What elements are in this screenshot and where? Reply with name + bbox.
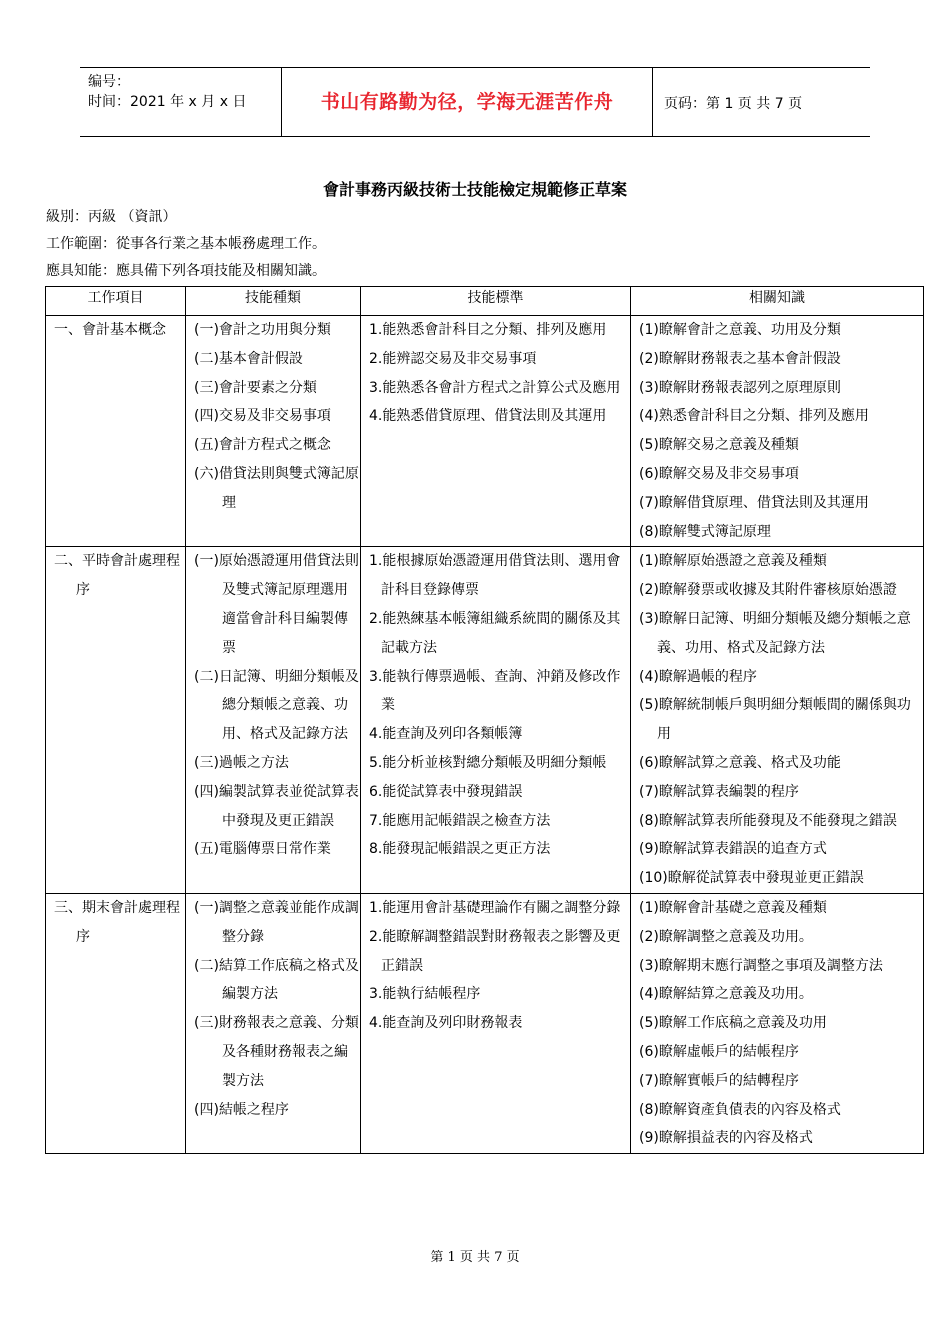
skill-standard-item: 4.能熟悉借貸原理、借貸法則及其運用	[369, 408, 607, 425]
skill-type-item: (二)日記簿、明細分類帳及總分類帳之意義、功用、格式及記錄方法	[194, 668, 359, 743]
skill-type-item: (四)結帳之程序	[194, 1101, 289, 1118]
skill-type-cell	[186, 547, 361, 894]
skill-standard-cell	[361, 893, 631, 1153]
related-knowledge-item: (9)瞭解試算表錯誤的追查方式	[639, 841, 827, 858]
related-knowledge-item: (4)瞭解結算之意義及功用。	[639, 986, 813, 1003]
knowledge-line: 應具知能：應具備下列各項技能及相關知識。	[46, 263, 326, 279]
skill-type-item: (一)原始憑證運用借貸法則及雙式簿記原理選用適當會計科目編製傳票	[194, 553, 359, 656]
work-item-cell	[46, 893, 186, 1153]
related-knowledge-list	[639, 894, 923, 1153]
skill-standard-item: 3.能執行結帳程序	[369, 986, 481, 1003]
skill-standard-item: 6.能從試算表中發現錯誤	[369, 783, 523, 800]
header-motto-cell	[281, 68, 653, 136]
skill-standard-item: 3.能熟悉各會計方程式之計算公式及應用	[369, 379, 621, 396]
related-knowledge-item: (5)瞭解統制帳戶與明細分類帳間的關係與功用	[639, 697, 911, 743]
level-line: 級別：丙級 （資訊）	[46, 209, 177, 225]
skill-type-item: (六)借貸法則與雙式簿記原理	[194, 465, 359, 511]
skill-standard-list	[369, 547, 630, 864]
related-knowledge-list	[639, 316, 923, 546]
skill-standard-cell	[361, 316, 631, 547]
table-row	[46, 547, 924, 894]
skill-standard-list	[369, 316, 630, 431]
related-knowledge-cell	[631, 547, 924, 894]
skill-standard-item: 2.能辨認交易及非交易事項	[369, 350, 537, 367]
skill-standard-item: 1.能根據原始憑證運用借貸法則、選用會計科目登錄傳票	[369, 553, 621, 599]
skill-standard-item: 5.能分析並核對總分類帳及明細分類帳	[369, 754, 607, 771]
skill-type-item: (四)編製試算表並從試算表中發現及更正錯誤	[194, 783, 359, 829]
related-knowledge-item: (3)瞭解財務報表認列之原理原則	[639, 379, 841, 396]
skill-standard-item: 1.能熟悉會計科目之分類、排列及應用	[369, 322, 607, 338]
related-knowledge-cell	[631, 893, 924, 1153]
related-knowledge-item: (4)熟悉會計科目之分類、排列及應用	[639, 408, 869, 425]
skill-standard-item: 2.能瞭解調整錯誤對財務報表之影響及更正錯誤	[369, 928, 621, 974]
related-knowledge-item: (10)瞭解從試算表中發現並更正錯誤	[639, 870, 864, 887]
header-work-item: 工作項目	[46, 287, 186, 316]
related-knowledge-item: (8)瞭解雙式簿記原理	[639, 523, 771, 540]
work-item-text: 一、會計基本概念	[54, 322, 166, 338]
skill-type-item: (三)過帳之方法	[194, 754, 289, 771]
skill-type-list	[194, 316, 360, 518]
skill-type-cell	[186, 893, 361, 1153]
related-knowledge-item: (7)瞭解借貸原理、借貸法則及其運用	[639, 494, 869, 511]
skill-type-item: (二)結算工作底稿之格式及編製方法	[194, 957, 359, 1003]
related-knowledge-item: (1)瞭解會計基礎之意義及種類	[639, 899, 827, 916]
work-item-cell	[46, 316, 186, 547]
related-knowledge-item: (1)瞭解原始憑證之意義及種類	[639, 553, 827, 570]
related-knowledge-item: (7)瞭解試算表編製的程序	[639, 783, 799, 800]
related-knowledge-item: (2)瞭解發票或收據及其附件審核原始憑證	[639, 582, 897, 599]
header-left	[88, 72, 278, 112]
scope-line: 工作範圍：從事各行業之基本帳務處理工作。	[46, 236, 326, 252]
work-item-text: 三、期末會計處理程序	[54, 899, 180, 945]
skill-standard-item: 7.能應用記帳錯誤之檢查方法	[369, 812, 551, 829]
related-knowledge-item: (3)瞭解期末應行調整之事項及調整方法	[639, 957, 883, 974]
skill-standard-item: 4.能查詢及列印各類帳簿	[369, 726, 523, 743]
header-skill-type: 技能種類	[186, 287, 361, 316]
work-item-text: 二、平時會計處理程序	[54, 553, 180, 599]
related-knowledge-list	[639, 547, 923, 893]
skill-standard-item: 1.能運用會計基礎理論作有關之調整分錄	[369, 899, 621, 916]
related-knowledge-item: (6)瞭解虛帳戶的結帳程序	[639, 1043, 799, 1060]
skill-type-item: (三)財務報表之意義、分類及各種財務報表之編製方法	[194, 1015, 359, 1089]
skill-type-item: (一)調整之意義並能作成調整分錄	[194, 899, 359, 945]
document-header	[80, 67, 870, 137]
skill-type-list	[194, 547, 360, 864]
related-knowledge-item: (2)瞭解財務報表之基本會計假設	[639, 350, 841, 367]
related-knowledge-item: (6)瞭解交易及非交易事項	[639, 465, 799, 482]
header-related-knowledge: 相關知識	[631, 287, 924, 316]
related-knowledge-item: (5)瞭解工作底稿之意義及功用	[639, 1015, 827, 1032]
motto: 书山有路勤为径，学海无涯苦作舟	[320, 91, 614, 113]
skill-standard-item: 8.能發現記帳錯誤之更正方法	[369, 841, 551, 858]
table-row	[46, 316, 924, 547]
number-label: 编号：	[88, 74, 130, 90]
skill-type-list	[194, 894, 360, 1124]
skill-type-item: (五)會計方程式之概念	[194, 437, 331, 454]
skill-type-item: (三)會計要素之分類	[194, 379, 317, 396]
skill-type-item: (二)基本會計假設	[194, 350, 303, 367]
page-info: 页码：第 1 页 共 7 页	[664, 96, 803, 112]
skill-type-item: (五)電腦傳票日常作業	[194, 841, 331, 858]
related-knowledge-item: (6)瞭解試算之意義、格式及功能	[639, 754, 841, 771]
header-skill-standard: 技能標準	[361, 287, 631, 316]
related-knowledge-item: (7)瞭解實帳戶的結轉程序	[639, 1072, 799, 1089]
table-header-row	[46, 287, 924, 316]
skill-standard-item: 4.能查詢及列印財務報表	[369, 1015, 523, 1032]
document-title: 會計事務丙級技術士技能檢定規範修正草案	[322, 180, 627, 199]
related-knowledge-item: (2)瞭解調整之意義及功用。	[639, 928, 813, 945]
related-knowledge-item: (3)瞭解日記簿、明細分類帳及總分類帳之意義、功用、格式及記錄方法	[639, 610, 911, 656]
page-footer: 第 1 页 共 7 页	[430, 1250, 520, 1265]
table-row	[46, 893, 924, 1153]
skill-standard-item: 3.能執行傳票過帳、查詢、沖銷及修改作業	[369, 668, 621, 714]
skill-type-item: (一)會計之功用與分類	[194, 322, 331, 338]
related-knowledge-cell	[631, 316, 924, 547]
related-knowledge-item: (8)瞭解資產負債表的內容及格式	[639, 1101, 841, 1118]
skill-standard-cell	[361, 547, 631, 894]
skill-type-cell	[186, 316, 361, 547]
related-knowledge-item: (8)瞭解試算表所能發現及不能發現之錯誤	[639, 812, 897, 829]
skill-type-item: (四)交易及非交易事項	[194, 408, 331, 425]
skill-standard-item: 2.能熟練基本帳簿組織系統間的關係及其記載方法	[369, 610, 621, 656]
related-knowledge-item: (4)瞭解過帳的程序	[639, 668, 757, 685]
related-knowledge-item: (5)瞭解交易之意義及種類	[639, 437, 799, 454]
work-item-cell	[46, 547, 186, 894]
related-knowledge-item: (1)瞭解會計之意義、功用及分類	[639, 322, 841, 338]
related-knowledge-item: (9)瞭解損益表的內容及格式	[639, 1130, 813, 1147]
time-label: 时间：2021 年 x 月 x 日	[88, 94, 247, 110]
skills-table	[45, 286, 924, 1154]
skill-standard-list	[369, 894, 630, 1038]
